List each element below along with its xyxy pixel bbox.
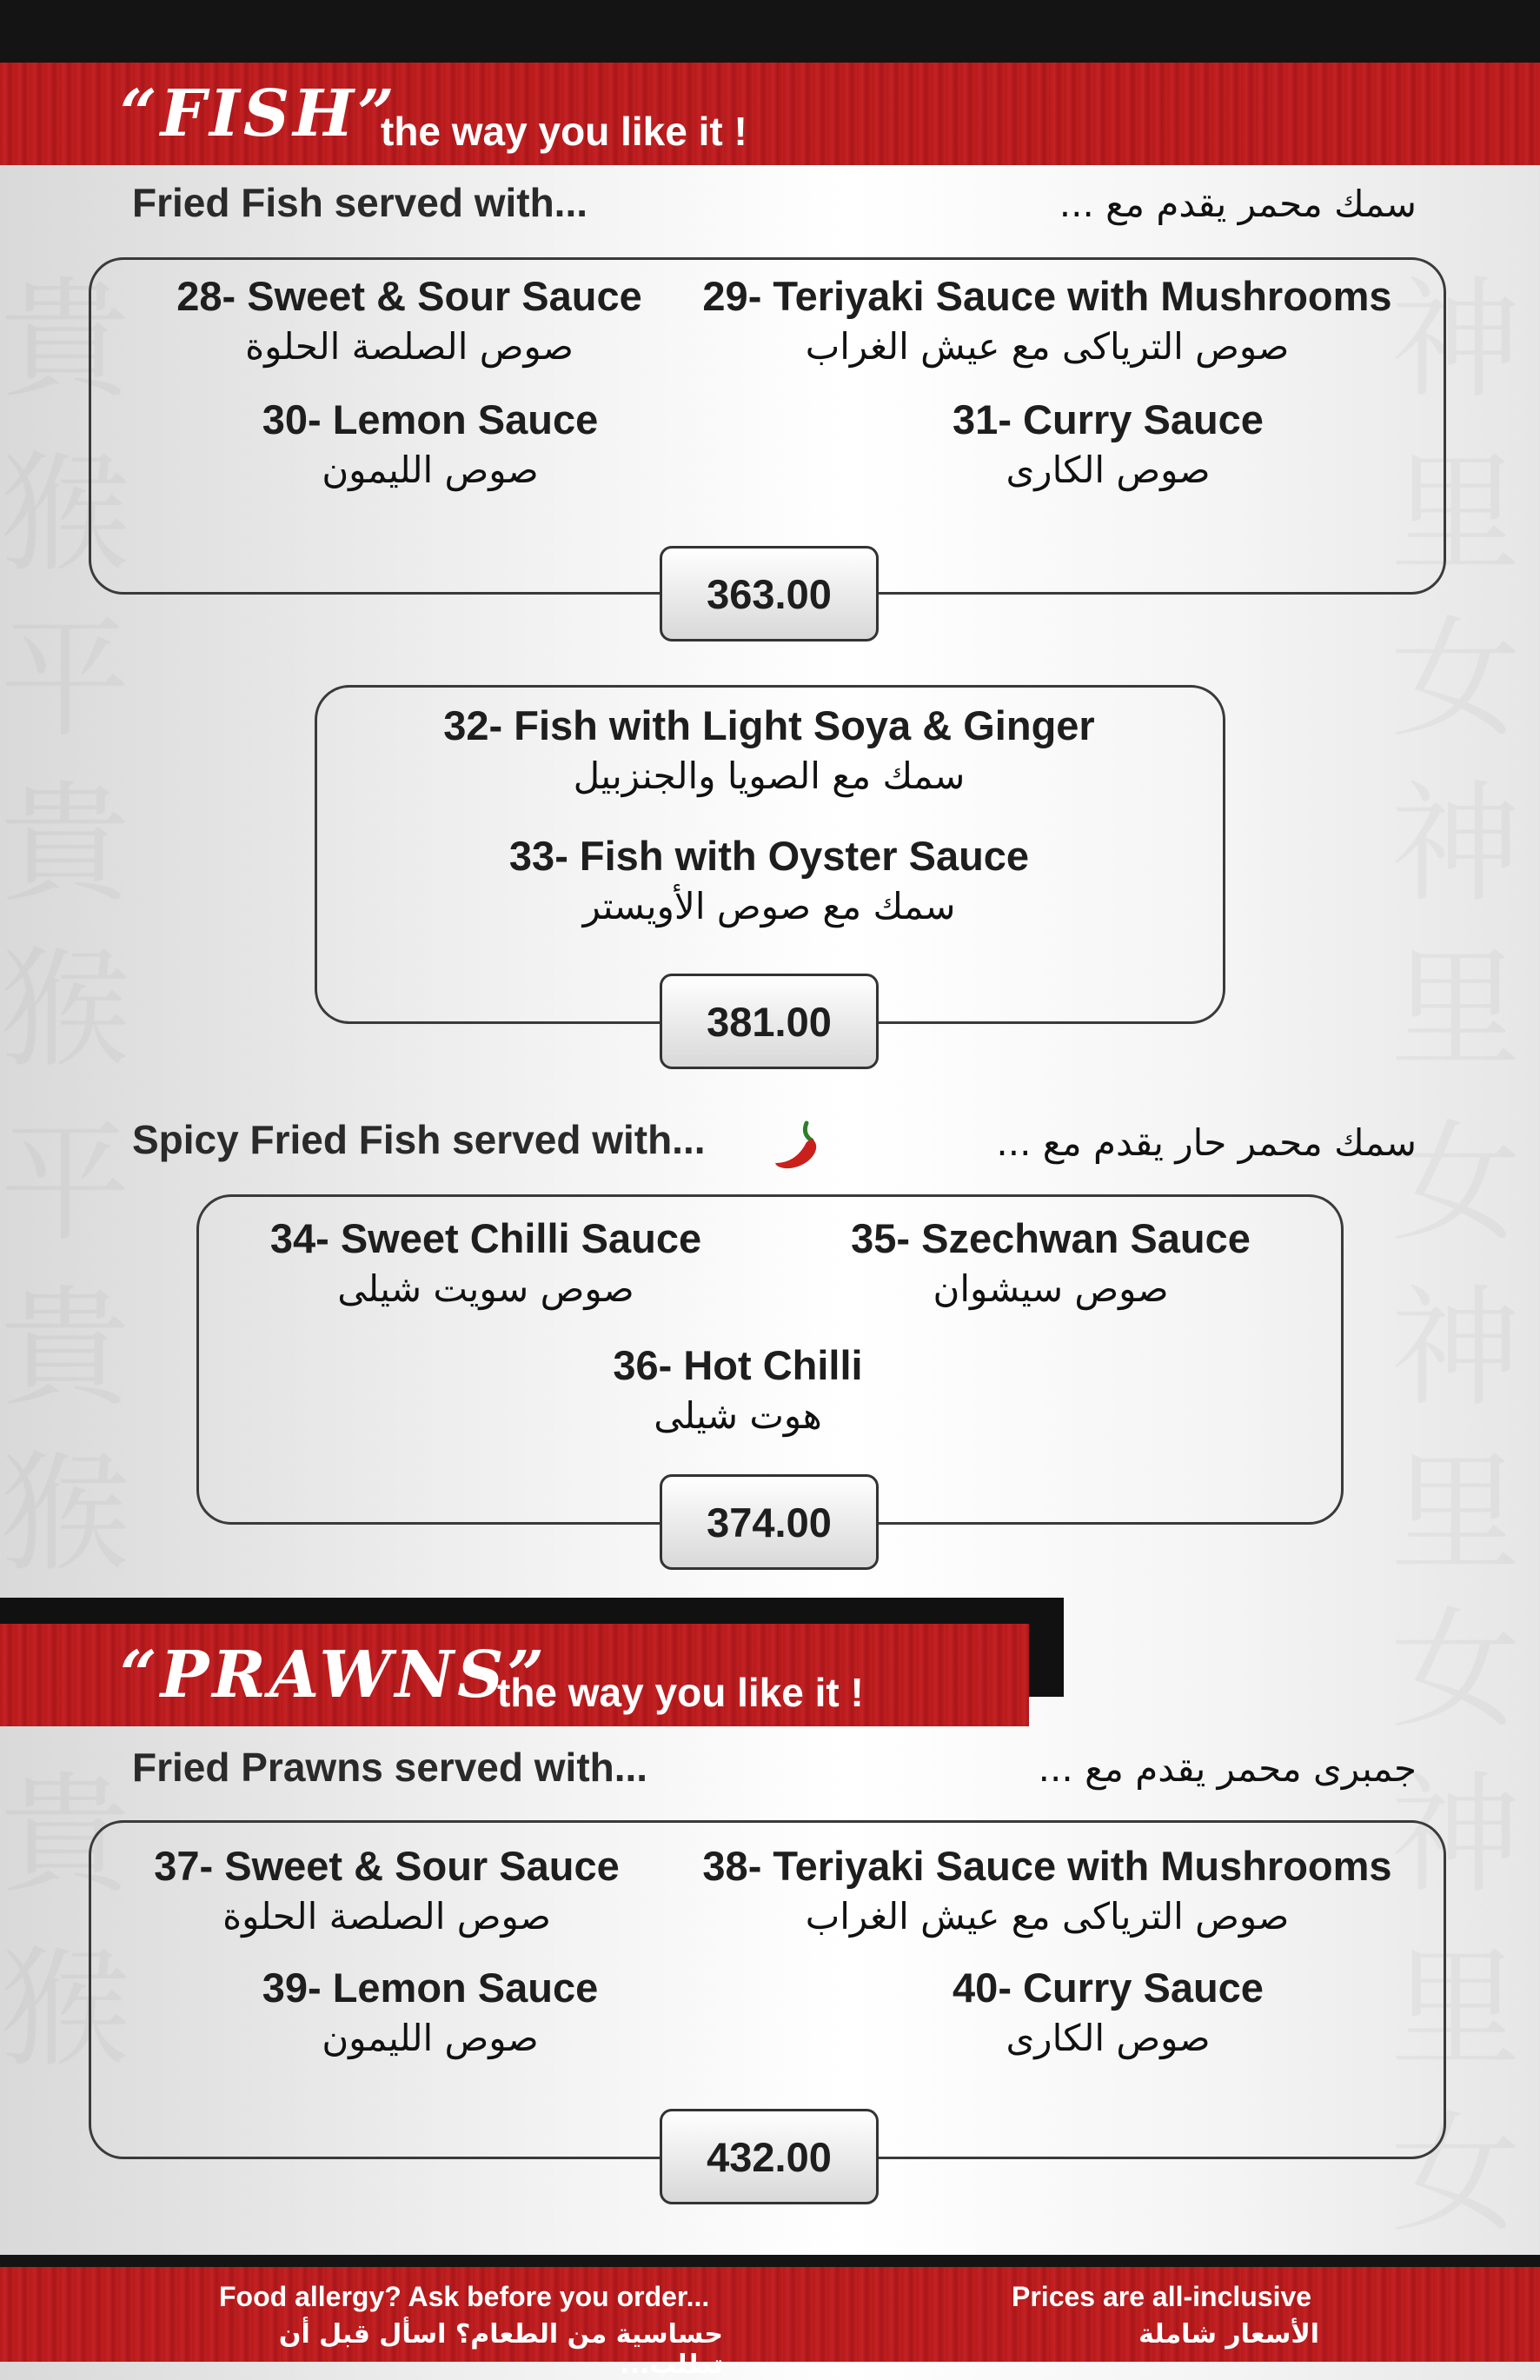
price-badge: 363.00: [660, 546, 879, 642]
item-name: 38- Teriyaki Sauce with Mushrooms: [702, 1843, 1392, 1889]
item-name-ar: سمك مع صوص الأويستر: [582, 885, 956, 927]
menu-item-33[interactable]: [335, 832, 1204, 927]
menu-item-29[interactable]: [682, 272, 1412, 368]
fried-prawns-subtitle: Fried Prawns served with...: [132, 1745, 648, 1790]
menu-item-40[interactable]: [926, 1964, 1291, 2059]
top-bar: [0, 0, 1540, 63]
prices-note: Prices are all-inclusive: [1012, 2281, 1312, 2312]
prawns-tagline: the way you like it !: [497, 1670, 864, 1715]
item-name-ar: صوص سويت شيلى: [337, 1267, 634, 1310]
menu-item-35[interactable]: [825, 1214, 1277, 1310]
fish-title: “FISH”: [120, 76, 398, 151]
item-name: 36- Hot Chilli: [613, 1342, 863, 1388]
item-name: 33- Fish with Oyster Sauce: [508, 833, 1030, 879]
item-name: 35- Szechwan Sauce: [851, 1215, 1251, 1261]
item-name-ar: صوص الترياكى مع عيش الغراب: [805, 1895, 1290, 1938]
item-name-ar: هوت شيلى: [654, 1394, 822, 1437]
spicy-fish-subtitle-ar: سمك محمر حار يقدم مع ...: [996, 1121, 1417, 1164]
menu-item-32[interactable]: [335, 701, 1204, 797]
item-name: 31- Curry Sauce: [953, 396, 1264, 442]
item-name: 32- Fish with Light Soya & Ginger: [443, 702, 1095, 748]
fried-fish-subtitle: Fried Fish served with...: [132, 180, 588, 225]
item-name: 29- Teriyaki Sauce with Mushrooms: [702, 273, 1392, 319]
menu-item-39[interactable]: [248, 1964, 613, 2059]
item-name: 30- Lemon Sauce: [262, 396, 599, 442]
prices-note-ar: الأسعار شاملة: [1138, 2319, 1319, 2350]
item-name: 39- Lemon Sauce: [262, 1964, 599, 2011]
price-badge: 374.00: [660, 1474, 879, 1570]
menu-item-30[interactable]: [248, 396, 613, 491]
allergy-note: Food allergy? Ask before you order...: [219, 2281, 710, 2312]
item-name: 37- Sweet & Sour Sauce: [154, 1843, 620, 1889]
menu-item-36[interactable]: [564, 1341, 912, 1437]
menu-item-28[interactable]: [140, 272, 679, 368]
fried-fish-box: [89, 257, 1446, 595]
item-name-ar: صوص الكارى: [1006, 2017, 1211, 2059]
menu-item-31[interactable]: [926, 396, 1291, 491]
fish-tagline: the way you like it !: [381, 109, 747, 154]
chili-icon: [768, 1113, 829, 1173]
item-name-ar: صوص الليمون: [322, 2017, 539, 2059]
price-badge: 432.00: [660, 2109, 879, 2204]
footer-band: [0, 2255, 1540, 2380]
item-name-ar: صوص سيشوان: [933, 1267, 1169, 1310]
background-watermark: 貴 猴 平 貴 猴 平 貴 猴 貴 猴 神 里 女 神 里 女 神 里 女 神 里 女: [0, 265, 1522, 2250]
item-name-ar: صوص الصلصة الحلوة: [245, 325, 574, 368]
item-name: 34- Sweet Chilli Sauce: [269, 1215, 702, 1261]
item-name-ar: صوص الترياكى مع عيش الغراب: [805, 325, 1290, 368]
item-name: 40- Curry Sauce: [953, 1964, 1264, 2011]
prawns-title: “PRAWNS”: [120, 1638, 548, 1712]
item-name-ar: سمك مع الصويا والجنزبيل: [573, 755, 966, 797]
price-badge: 381.00: [660, 974, 879, 1069]
item-name-ar: صوص الصلصة الحلوة: [222, 1895, 551, 1938]
menu-item-38[interactable]: [682, 1842, 1412, 1938]
item-name-ar: صوص الكارى: [1006, 449, 1211, 491]
item-name-ar: صوص الليمون: [322, 449, 539, 491]
item-name: 28- Sweet & Sour Sauce: [176, 273, 642, 319]
spicy-fish-subtitle: Spicy Fried Fish served with...: [132, 1117, 706, 1162]
menu-item-37[interactable]: [117, 1842, 656, 1938]
menu-item-34[interactable]: [251, 1214, 720, 1310]
fried-prawns-subtitle-ar: جمبرى محمر يقدم مع ...: [1038, 1747, 1417, 1790]
allergy-note-ar: حساسية من الطعام؟ اسأل قبل أن تطلب...: [278, 2319, 723, 2380]
fried-fish-subtitle-ar: سمك محمر يقدم مع ...: [1059, 183, 1417, 225]
